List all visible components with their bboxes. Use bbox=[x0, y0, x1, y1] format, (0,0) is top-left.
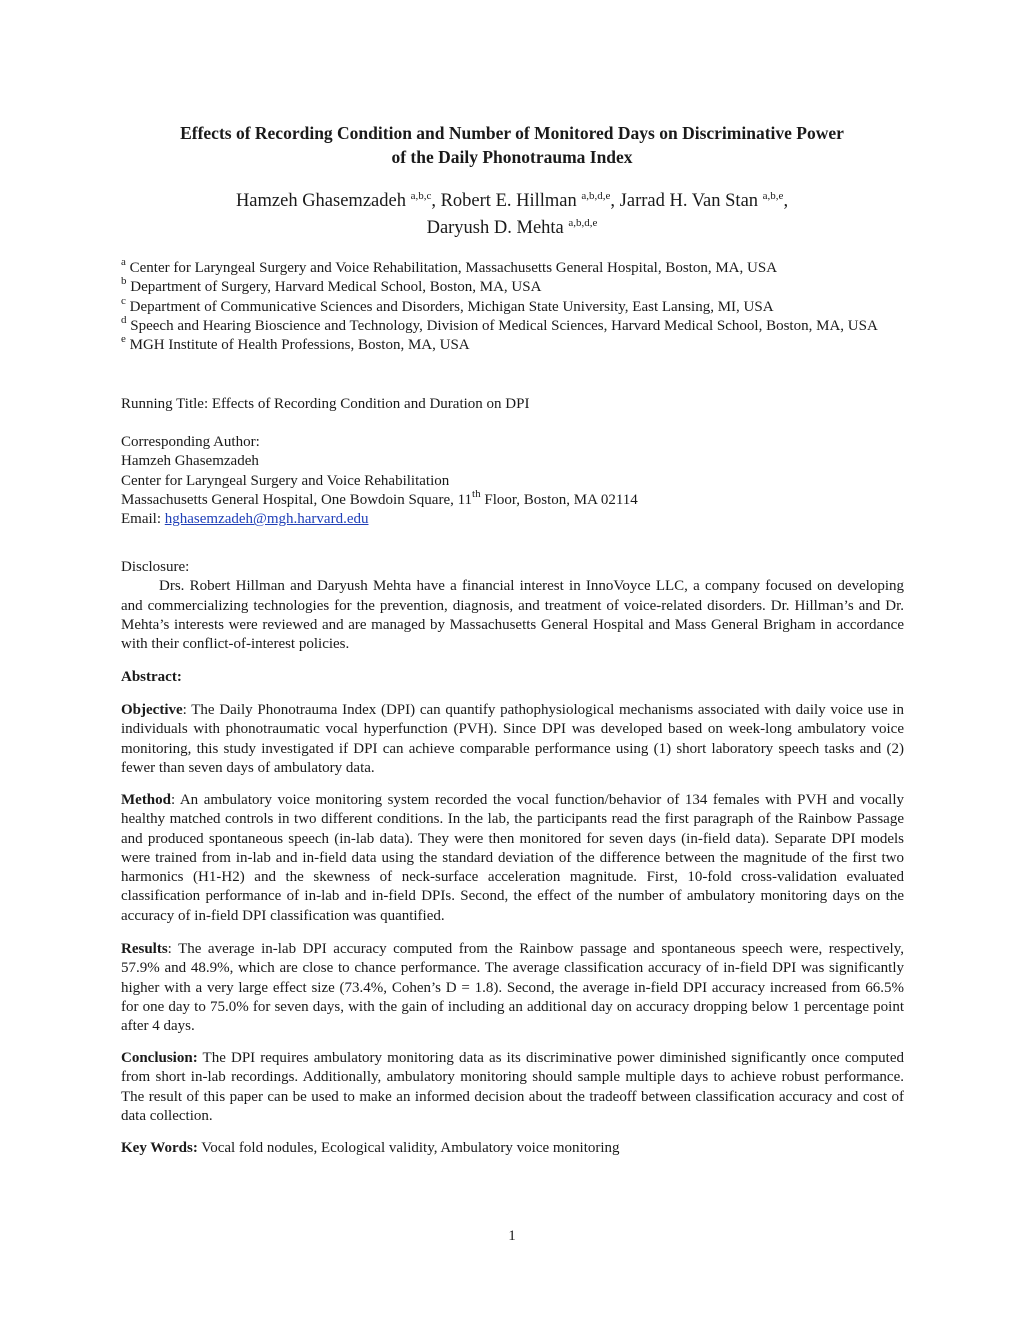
author-name: Robert E. Hillman bbox=[440, 191, 577, 211]
author-separator: , bbox=[431, 191, 441, 211]
author-affiliation-marks: a,b,d,e bbox=[581, 190, 611, 202]
conclusion-label: Conclusion: bbox=[121, 1050, 198, 1066]
objective-label: Objective bbox=[121, 702, 183, 718]
address-text-end: Floor, Boston, MA 02114 bbox=[480, 491, 638, 508]
abstract-objective bbox=[121, 701, 904, 778]
disclosure-text: Drs. Robert Hillman and Daryush Mehta have a financial interest in InnoVoyce LLC, a company focused on developing and commercializing technologies for the prevention, diagnosis, and treatment of voice-related disorders. Dr. Hillman’s and Dr. Mehta’s interests were reviewed and are managed by Massachusetts General Hospital and Mass General Brigham in accordance with their conflict-of-interest policies. bbox=[121, 578, 904, 653]
corresponding-address bbox=[121, 487, 904, 510]
running-title: Running Title: Effects of Recording Condition and Duration on DPI bbox=[121, 396, 530, 412]
affiliation-item bbox=[121, 333, 904, 355]
author-separator: , bbox=[783, 191, 789, 211]
author-line-2 bbox=[110, 215, 914, 242]
affiliation-text: Department of Surgery, Harvard Medical School, Boston, MA, USA bbox=[126, 279, 542, 296]
author-name: Daryush D. Mehta bbox=[426, 218, 564, 238]
author-name: Jarrad H. Van Stan bbox=[619, 191, 759, 211]
email-label: Email: bbox=[121, 511, 165, 528]
abstract-results bbox=[121, 940, 904, 1036]
author-list bbox=[110, 188, 914, 242]
affiliation-list bbox=[121, 256, 904, 355]
affiliation-text: Speech and Hearing Bioscience and Technology, Division of Medical Sciences, Harvard Medical School, Boston, MA, USA bbox=[126, 317, 878, 334]
affiliation-key: a bbox=[121, 256, 126, 268]
author-affiliation-marks: a,b,c bbox=[410, 190, 432, 202]
key-words bbox=[121, 1139, 904, 1158]
corresponding-author bbox=[121, 433, 904, 529]
disclosure-section bbox=[121, 558, 904, 654]
author-line-1 bbox=[110, 188, 914, 215]
results-text: : The average in-lab DPI accuracy computed from the Rainbow passage and spontaneous speech were, respectively, 57.9% and 48.9%, which are close to chance performance. The average classification accuracy of in-field DPI was significantly higher with a very large effect size (73.4%, Cohen’s D = 1.8). Second, the average in-field DPI accuracy increased from 66.5% for one day to 75.0% for seven days, with the gain of including an additional day on accuracy dropping below 1 percentage point after 4 days. bbox=[121, 941, 904, 1035]
affiliation-text: MGH Institute of Health Professions, Boston, MA, USA bbox=[125, 337, 470, 354]
affiliation-item bbox=[121, 275, 904, 297]
corresponding-dept: Center for Laryngeal Surgery and Voice Rehabilitation bbox=[121, 472, 450, 489]
author-separator: , bbox=[610, 191, 620, 211]
address-text: Massachusetts General Hospital, One Bowdoin Square, 11 bbox=[121, 491, 473, 508]
affiliation-text: Center for Laryngeal Surgery and Voice Rehabilitation, Massachusetts General Hospital, Boston, MA, USA bbox=[125, 260, 778, 276]
affiliation-key: c bbox=[121, 294, 126, 307]
address-ordinal: th bbox=[472, 487, 481, 500]
title-line-2: of the Daily Phonotrauma Index bbox=[391, 147, 633, 167]
abstract-heading: Abstract: bbox=[121, 669, 182, 685]
corresponding-name: Hamzeh Ghasemzadeh bbox=[121, 453, 259, 470]
affiliation-key: d bbox=[121, 313, 127, 326]
disclosure-label: Disclosure: bbox=[121, 559, 190, 575]
objective-text: : The Daily Phonotrauma Index (DPI) can quantify pathophysiological mechanisms associated with daily voice use in individuals with phonotraumatic vocal hyperfunction (PVH). Since DPI was developed based on week-long ambulatory voice monitoring, this study investigated if DPI can achieve comparable performance using (1) short laboratory speech tasks and (2) fewer than seven days of ambulatory data. bbox=[121, 702, 904, 776]
affiliation-item bbox=[121, 256, 904, 278]
affiliation-text: Department of Communicative Sciences and Disorders, Michigan State University, East Lansing, MI, USA bbox=[125, 298, 774, 315]
author-name: Hamzeh Ghasemzadeh bbox=[235, 191, 406, 211]
conclusion-text: The DPI requires ambulatory monitoring data as its discriminative power diminished significantly once computed from short in-lab recordings. Additionally, ambulatory monitoring should sample multiple days to achieve robust performance. The result of this paper can be used to make an informed decision about the tradeoff between classification accuracy and cost of data collection. bbox=[121, 1050, 904, 1124]
author-affiliation-marks: a,b,d,e bbox=[568, 217, 598, 229]
abstract-conclusion bbox=[121, 1049, 904, 1126]
method-text: : An ambulatory voice monitoring system recorded the vocal function/behavior of 134 females with PVH and vocally healthy matched controls in two different conditions. In the lab, the participants read the first paragraph of the Rainbow Passage and produced spontaneous speech (in-lab data). They were then monitored for seven days (in-field data). Separate DPI models were trained from in-lab and in-field data using the standard deviation of the difference between the magnitude of the first two harmonics (H1-H2) and the skewness of neck-surface acceleration magnitude. First, 10-fold cross-validation evaluated classification performance of in-lab and in-field DPIs. Second, the effect of the number of ambulatory monitoring days on the accuracy of in-field DPI classification was quantified. bbox=[121, 792, 904, 924]
results-label: Results bbox=[121, 941, 168, 957]
title-line-1: Effects of Recording Condition and Number of Monitored Days on Discriminative Power bbox=[180, 123, 844, 143]
paper-title bbox=[110, 121, 914, 169]
affiliation-key: e bbox=[121, 333, 126, 346]
method-label: Method bbox=[121, 792, 171, 808]
keywords-label: Key Words: bbox=[121, 1140, 198, 1156]
email-link[interactable]: hghasemzadeh@mgh.harvard.edu bbox=[164, 511, 369, 528]
abstract-method bbox=[121, 791, 904, 926]
affiliation-key: b bbox=[121, 275, 127, 288]
corresponding-label: Corresponding Author: bbox=[121, 434, 260, 450]
corresponding-email bbox=[121, 510, 904, 529]
author-affiliation-marks: a,b,e bbox=[762, 190, 784, 202]
page-number: 1 bbox=[508, 1228, 516, 1244]
keywords-text: Vocal fold nodules, Ecological validity, Ambulatory voice monitoring bbox=[197, 1140, 620, 1156]
affiliation-item bbox=[121, 294, 904, 317]
affiliation-item bbox=[121, 313, 904, 336]
